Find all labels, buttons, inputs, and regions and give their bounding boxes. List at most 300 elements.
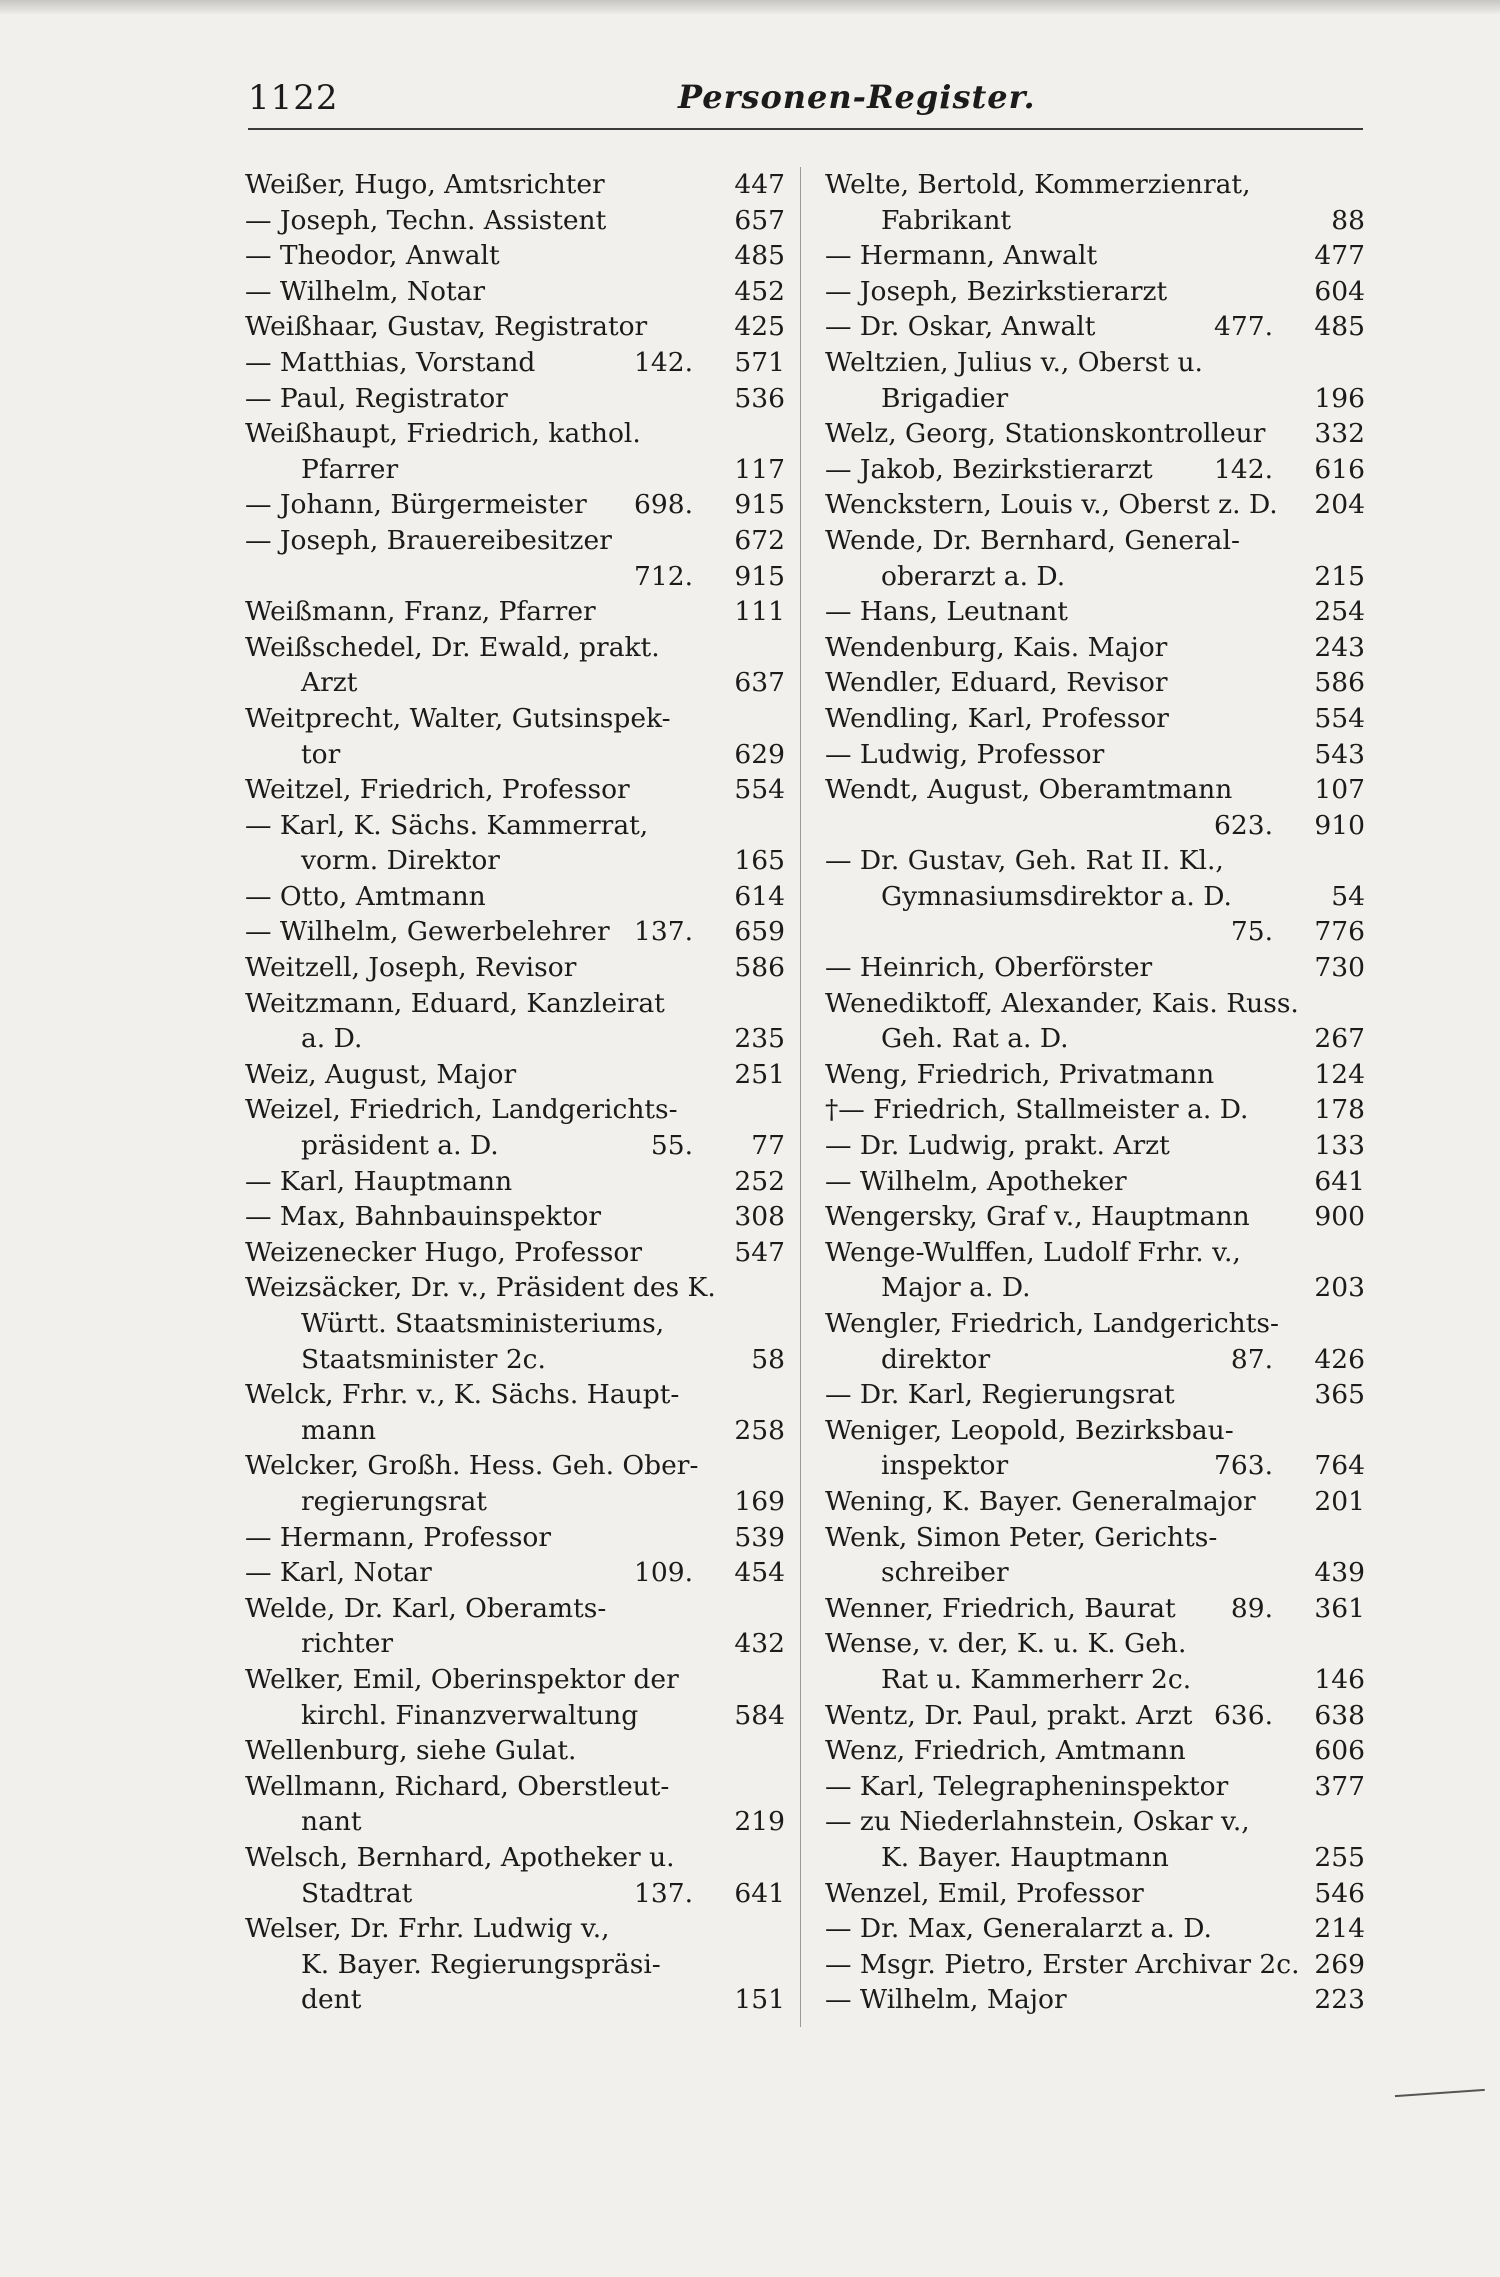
page-ref: 308 [734, 1201, 785, 1233]
index-line [825, 381, 1365, 417]
entry-text: — Joseph, Techn. Assistent [245, 204, 607, 236]
page-ref: 571 [734, 346, 785, 378]
entry-text: Wenz, Friedrich, Amtmann [825, 1735, 1186, 1767]
entry-text: Weizel, Friedrich, Landgerichts- [245, 1094, 678, 1126]
page-ref: 54 [1331, 880, 1365, 912]
page-ref: 215 [1314, 560, 1365, 592]
index-line [245, 1413, 785, 1449]
page-ref: 425 [734, 311, 785, 343]
index-line [825, 1733, 1365, 1769]
index-line [245, 1804, 785, 1840]
index-line [245, 1733, 785, 1769]
entry-text: — zu Niederlahnstein, Oskar v., [825, 1806, 1250, 1838]
entry-text: — Hans, Leutnant [825, 596, 1068, 628]
entry-text: — Dr. Gustav, Geh. Rat II. Kl., [825, 845, 1224, 877]
entry-text: — Ludwig, Professor [825, 738, 1105, 770]
index-line [825, 1555, 1365, 1591]
page-ref: 606 [1314, 1735, 1365, 1767]
entry-text: Wenediktoff, Alexander, Kais. Russ. [825, 987, 1299, 1019]
index-line [825, 1911, 1365, 1947]
page-ref: 439 [1314, 1557, 1365, 1589]
index-line [825, 914, 1365, 950]
index-line [245, 1199, 785, 1235]
entry-text: Arzt [301, 667, 358, 699]
entry-text: regierungsrat [301, 1485, 487, 1517]
index-line [825, 345, 1365, 381]
entry-text: Wenge-Wulffen, Ludolf Frhr. v., [825, 1236, 1241, 1268]
entry-text: Weißschedel, Dr. Ewald, prakt. [245, 631, 660, 663]
index-line [825, 238, 1365, 274]
index-line [245, 1448, 785, 1484]
page-ref: 258 [734, 1414, 785, 1446]
page-ref: 539 [734, 1521, 785, 1553]
index-line [825, 1270, 1365, 1306]
page-ref: 133 [1314, 1130, 1365, 1162]
index-line [825, 1591, 1365, 1627]
page-ref: 586 [734, 952, 785, 984]
entry-text: — Karl, K. Sächs. Kammerrat, [245, 809, 649, 841]
index-line [245, 1911, 785, 1947]
index-line [825, 1626, 1365, 1662]
index-line [245, 665, 785, 701]
entry-text: Weizenecker Hugo, Professor [245, 1236, 643, 1268]
index-line [245, 1662, 785, 1698]
entry-text: Wendler, Eduard, Revisor [825, 667, 1168, 699]
extra-page-ref: 712. [633, 560, 693, 592]
entry-text: direktor [881, 1343, 991, 1375]
page-ref: 77 [751, 1130, 785, 1162]
entry-text: Wendling, Karl, Professor [825, 702, 1169, 734]
index-line [825, 1377, 1365, 1413]
index-line [245, 1235, 785, 1271]
extra-page-ref: 87. [1230, 1343, 1273, 1375]
entry-text: — Max, Bahnbauinspektor [245, 1201, 602, 1233]
extra-page-ref: 137. [633, 1877, 693, 1909]
entry-text: Welcker, Großh. Hess. Geh. Ober- [245, 1450, 699, 1482]
page-ref: 88 [1331, 204, 1365, 236]
index-line [825, 1021, 1365, 1057]
index-line [245, 808, 785, 844]
index-line [825, 1235, 1365, 1271]
index-line [825, 167, 1365, 203]
entry-text: Wende, Dr. Bernhard, General- [825, 524, 1240, 556]
page-ref: 900 [1314, 1201, 1365, 1233]
index-line [825, 1342, 1365, 1378]
pencil-mark [1395, 2089, 1485, 2101]
index-line [825, 701, 1365, 737]
entry-text: Wenzel, Emil, Professor [825, 1877, 1144, 1909]
index-line [825, 1769, 1365, 1805]
page-top-edge [0, 0, 1500, 14]
entry-text: Welte, Bertold, Kommerzienrat, [825, 169, 1251, 200]
extra-page-ref: 763. [1213, 1450, 1273, 1482]
index-line [825, 1128, 1365, 1164]
index-line [245, 203, 785, 239]
page-ref: 124 [1314, 1058, 1365, 1090]
index-line [825, 772, 1365, 808]
entry-text: inspektor [881, 1450, 1009, 1482]
extra-page-ref: 623. [1213, 809, 1273, 841]
index-line [825, 1484, 1365, 1520]
page-ref: 178 [1314, 1094, 1365, 1126]
entry-text: Wenner, Friedrich, Baurat [825, 1592, 1176, 1624]
page-ref: 201 [1314, 1485, 1365, 1517]
header-rule [248, 128, 1363, 130]
entry-text: Welser, Dr. Frhr. Ludwig v., [245, 1913, 610, 1945]
entry-text: Weltzien, Julius v., Oberst u. [825, 346, 1203, 378]
page-ref: 235 [734, 1023, 785, 1055]
index-line [825, 487, 1365, 523]
index-line [825, 986, 1365, 1022]
index-line [825, 523, 1365, 559]
index-line [245, 167, 785, 203]
page-ref: 269 [1314, 1948, 1365, 1980]
entry-text: Weißmann, Franz, Pfarrer [245, 596, 596, 628]
entry-text: Wengersky, Graf v., Hauptmann [825, 1201, 1250, 1233]
entry-text: Weitzmann, Eduard, Kanzleirat [245, 987, 665, 1019]
index-line [825, 1804, 1365, 1840]
entry-text: Weng, Friedrich, Privatmann [825, 1058, 1215, 1090]
entry-text: Geh. Rat a. D. [881, 1023, 1069, 1055]
page-ref: 477 [1314, 240, 1365, 272]
entry-text: nant [301, 1806, 362, 1838]
page-ref: 485 [734, 240, 785, 272]
extra-page-ref: 75. [1230, 916, 1273, 948]
index-line [245, 487, 785, 523]
page-ref: 776 [1314, 916, 1365, 948]
page-ref: 252 [734, 1165, 785, 1197]
entry-text: Welck, Frhr. v., K. Sächs. Haupt- [245, 1379, 680, 1411]
index-line [245, 416, 785, 452]
entry-text: schreiber [881, 1557, 1009, 1589]
entry-text: Weniger, Leopold, Bezirksbau- [825, 1414, 1234, 1446]
index-line [825, 1662, 1365, 1698]
page-ref: 426 [1314, 1343, 1365, 1375]
index-line [245, 986, 785, 1022]
entry-text: richter [301, 1628, 394, 1660]
entry-text: Major a. D. [881, 1272, 1031, 1304]
entry-text: Wense, v. der, K. u. K. Geh. [825, 1628, 1187, 1660]
entry-text: — Dr. Karl, Regierungsrat [825, 1379, 1175, 1411]
index-line [825, 559, 1365, 595]
entry-text: †— Friedrich, Stallmeister a. D. [825, 1094, 1249, 1126]
entry-text: — Theodor, Anwalt [245, 240, 500, 272]
index-line [825, 203, 1365, 239]
entry-text: — Karl, Hauptmann [245, 1165, 513, 1197]
page-ref: 214 [1314, 1913, 1365, 1945]
entry-text: — Dr. Ludwig, prakt. Arzt [825, 1130, 1170, 1162]
page-ref: 485 [1314, 311, 1365, 343]
page-ref: 107 [1314, 774, 1365, 806]
entry-text: Pfarrer [301, 453, 399, 485]
index-line [825, 416, 1365, 452]
page-ref: 452 [734, 275, 785, 307]
entry-text: Weitprecht, Walter, Gutsinspek- [245, 702, 671, 734]
page-ref: 204 [1314, 489, 1365, 521]
page-ref: 219 [734, 1806, 785, 1838]
entry-text: Staatsminister 2c. [301, 1343, 546, 1375]
page-ref: 432 [734, 1628, 785, 1660]
entry-text: — Wilhelm, Major [825, 1984, 1067, 2016]
index-line [825, 737, 1365, 773]
index-line [245, 914, 785, 950]
entry-text: mann [301, 1414, 377, 1446]
index-line [245, 1377, 785, 1413]
page-ref: 614 [734, 880, 785, 912]
entry-text: Wellenburg, siehe Gulat. [245, 1735, 577, 1767]
index-line [245, 1128, 785, 1164]
extra-page-ref: 477. [1213, 311, 1273, 343]
entry-text: Weiz, August, Major [245, 1058, 517, 1090]
entry-text: Welsch, Bernhard, Apotheker u. [245, 1841, 675, 1873]
index-line [245, 1591, 785, 1627]
entry-text: Brigadier [881, 382, 1009, 414]
entry-text: Wenk, Simon Peter, Gerichts- [825, 1521, 1218, 1553]
index-line [245, 523, 785, 559]
entry-text: kirchl. Finanzverwaltung [301, 1699, 639, 1731]
index-line [825, 309, 1365, 345]
index-line [245, 843, 785, 879]
index-line [245, 1982, 785, 2018]
page-ref: 223 [1314, 1984, 1365, 2016]
page-ref: 255 [1314, 1841, 1365, 1873]
index-line [245, 1555, 785, 1591]
page-ref: 915 [734, 489, 785, 521]
entry-text: Weitzel, Friedrich, Professor [245, 774, 630, 806]
index-line [245, 381, 785, 417]
entry-text: Stadtrat [301, 1877, 413, 1909]
entry-text: vorm. Direktor [301, 845, 500, 877]
page-ref: 196 [1314, 382, 1365, 414]
page-ref: 58 [751, 1343, 785, 1375]
entry-text: — Hermann, Professor [245, 1521, 552, 1553]
page-ref: 616 [1314, 453, 1365, 485]
index-line [825, 1520, 1365, 1556]
entry-text: Wendenburg, Kais. Major [825, 631, 1168, 663]
index-line [245, 879, 785, 915]
entry-text: oberarzt a. D. [881, 560, 1066, 592]
index-line [245, 1840, 785, 1876]
index-line [245, 1484, 785, 1520]
index-line [245, 1306, 785, 1342]
entry-text: Weißer, Hugo, Amtsrichter [245, 169, 605, 200]
entry-text: — Karl, Notar [245, 1557, 432, 1589]
index-line [245, 309, 785, 345]
page-ref: 604 [1314, 275, 1365, 307]
page-ref: 146 [1314, 1663, 1365, 1695]
page-ref: 554 [1314, 702, 1365, 734]
page-ref: 764 [1314, 1450, 1365, 1482]
index-line [245, 1342, 785, 1378]
entry-text: Weißhaar, Gustav, Registrator [245, 311, 648, 343]
index-line [245, 737, 785, 773]
page-ref: 730 [1314, 952, 1365, 984]
index-line [825, 594, 1365, 630]
entry-text: Weizsäcker, Dr. v., Präsident des K. [245, 1272, 716, 1304]
entry-text: Wengler, Friedrich, Landgerichts- [825, 1308, 1279, 1339]
index-line [825, 808, 1365, 844]
extra-page-ref: 89. [1230, 1592, 1273, 1624]
entry-text: — Wilhelm, Notar [245, 275, 486, 307]
index-line [245, 772, 785, 808]
page-ref: 637 [734, 667, 785, 699]
entry-text: Wentz, Dr. Paul, prakt. Arzt [825, 1699, 1193, 1731]
entry-text: dent [301, 1984, 362, 2016]
index-line [245, 1021, 785, 1057]
index-line [825, 879, 1365, 915]
entry-text: — Hermann, Anwalt [825, 240, 1098, 272]
entry-text: Welz, Georg, Stationskontrolleur [825, 418, 1266, 450]
page-header [248, 78, 1363, 132]
entry-text: Fabrikant [881, 204, 1012, 236]
page-number: 1122 [248, 78, 339, 118]
entry-text: präsident a. D. [301, 1130, 499, 1162]
entry-text: — Msgr. Pietro, Erster Archivar 2c. [825, 1948, 1300, 1980]
right-column [825, 167, 1365, 2037]
entry-text: — Joseph, Bezirkstierarzt [825, 275, 1168, 307]
index-line [825, 950, 1365, 986]
index-line [245, 594, 785, 630]
entry-text: Welker, Emil, Oberinspektor der [245, 1663, 679, 1695]
index-line [245, 238, 785, 274]
extra-page-ref: 55. [650, 1130, 693, 1162]
index-line [825, 1982, 1365, 2018]
page-ref: 243 [1314, 631, 1365, 663]
index-line [825, 1057, 1365, 1093]
index-line [825, 1448, 1365, 1484]
page-ref: 657 [734, 204, 785, 236]
page-ref: 267 [1314, 1023, 1365, 1055]
page-ref: 165 [734, 845, 785, 877]
index-line [825, 1306, 1365, 1342]
page-ref: 377 [1314, 1770, 1365, 1802]
index-line [245, 950, 785, 986]
index-line [245, 452, 785, 488]
entry-text: Wendt, August, Oberamtmann [825, 774, 1233, 806]
entry-text: Gymnasiumsdirektor a. D. [881, 880, 1232, 912]
index-line [825, 1698, 1365, 1734]
column-divider [800, 167, 801, 2027]
left-column [245, 167, 785, 2037]
entry-text: a. D. [301, 1023, 363, 1055]
index-line [245, 1876, 785, 1912]
page-ref: 169 [734, 1485, 785, 1517]
running-head: Personen-Register. [678, 78, 1036, 116]
index-line [245, 1270, 785, 1306]
page-ref: 254 [1314, 596, 1365, 628]
entry-text: K. Bayer. Regierungspräsi- [301, 1948, 661, 1980]
index-line [245, 701, 785, 737]
index-line [825, 274, 1365, 310]
extra-page-ref: 142. [633, 346, 693, 378]
page-ref: 638 [1314, 1699, 1365, 1731]
page-ref: 554 [734, 774, 785, 806]
page-ref: 454 [734, 1557, 785, 1589]
index-line [825, 1199, 1365, 1235]
page-ref: 251 [734, 1058, 785, 1090]
entry-text: — Dr. Max, Generalarzt a. D. [825, 1913, 1212, 1945]
page-ref: 641 [734, 1877, 785, 1909]
index-line [245, 1520, 785, 1556]
page-ref: 641 [1314, 1165, 1365, 1197]
page-ref: 111 [734, 596, 785, 628]
entry-text: Rat u. Kammerherr 2c. [881, 1663, 1192, 1695]
entry-text: — Jakob, Bezirkstierarzt [825, 453, 1153, 485]
page-ref: 332 [1314, 418, 1365, 450]
index-line [245, 1092, 785, 1128]
index-line [825, 1413, 1365, 1449]
index-line [245, 345, 785, 381]
page-ref: 629 [734, 738, 785, 770]
page-ref: 659 [734, 916, 785, 948]
entry-text: — Johann, Bürgermeister [245, 489, 587, 521]
entry-text: — Dr. Oskar, Anwalt [825, 311, 1096, 343]
index-line [245, 1769, 785, 1805]
page-ref: 584 [734, 1699, 785, 1731]
index-line [245, 1698, 785, 1734]
index-line [825, 1840, 1365, 1876]
entry-text: — Paul, Registrator [245, 382, 508, 414]
index-line [245, 1626, 785, 1662]
entry-text: Weißhaupt, Friedrich, kathol. [245, 418, 641, 450]
entry-text: Wenckstern, Louis v., Oberst z. D. [825, 489, 1278, 521]
extra-page-ref: 142. [1213, 453, 1273, 485]
entry-text: Wellmann, Richard, Oberstleut- [245, 1770, 670, 1802]
page-ref: 672 [734, 524, 785, 556]
extra-page-ref: 109. [633, 1557, 693, 1589]
index-line [825, 1947, 1365, 1983]
page-ref: 543 [1314, 738, 1365, 770]
entry-text: — Joseph, Brauereibesitzer [245, 524, 612, 556]
index-line [825, 843, 1365, 879]
entry-text: K. Bayer. Hauptmann [881, 1841, 1169, 1873]
index-line [825, 630, 1365, 666]
entry-text: Weitzell, Joseph, Revisor [245, 952, 577, 984]
entry-text: Welde, Dr. Karl, Oberamts- [245, 1592, 607, 1624]
page-ref: 547 [734, 1236, 785, 1268]
index-line [245, 559, 785, 595]
index-line [245, 1057, 785, 1093]
page-ref: 203 [1314, 1272, 1365, 1304]
entry-text: — Wilhelm, Gewerbelehrer [245, 916, 610, 948]
extra-page-ref: 636. [1213, 1699, 1273, 1731]
index-line [825, 665, 1365, 701]
page-ref: 365 [1314, 1379, 1365, 1411]
entry-text: — Otto, Amtmann [245, 880, 486, 912]
entry-text: — Karl, Telegrapheninspektor [825, 1770, 1229, 1802]
entry-text: Wening, K. Bayer. Generalmajor [825, 1485, 1256, 1517]
index-line [245, 274, 785, 310]
page-ref: 915 [734, 560, 785, 592]
page-ref: 361 [1314, 1592, 1365, 1624]
entry-text: — Wilhelm, Apotheker [825, 1165, 1127, 1197]
page-ref: 586 [1314, 667, 1365, 699]
page-ref: 447 [734, 169, 785, 200]
page-ref: 117 [734, 453, 785, 485]
page-ref: 910 [1314, 809, 1365, 841]
page-ref: 151 [734, 1984, 785, 2016]
entry-text: — Heinrich, Oberförster [825, 952, 1153, 984]
extra-page-ref: 698. [633, 489, 693, 521]
index-line [825, 1092, 1365, 1128]
entry-text: — Matthias, Vorstand [245, 346, 536, 378]
page-ref: 536 [734, 382, 785, 414]
index-line [825, 1876, 1365, 1912]
index-line [825, 1164, 1365, 1200]
page-ref: 546 [1314, 1877, 1365, 1909]
index-line [825, 452, 1365, 488]
entry-text: Württ. Staatsministeriums, [301, 1308, 665, 1339]
